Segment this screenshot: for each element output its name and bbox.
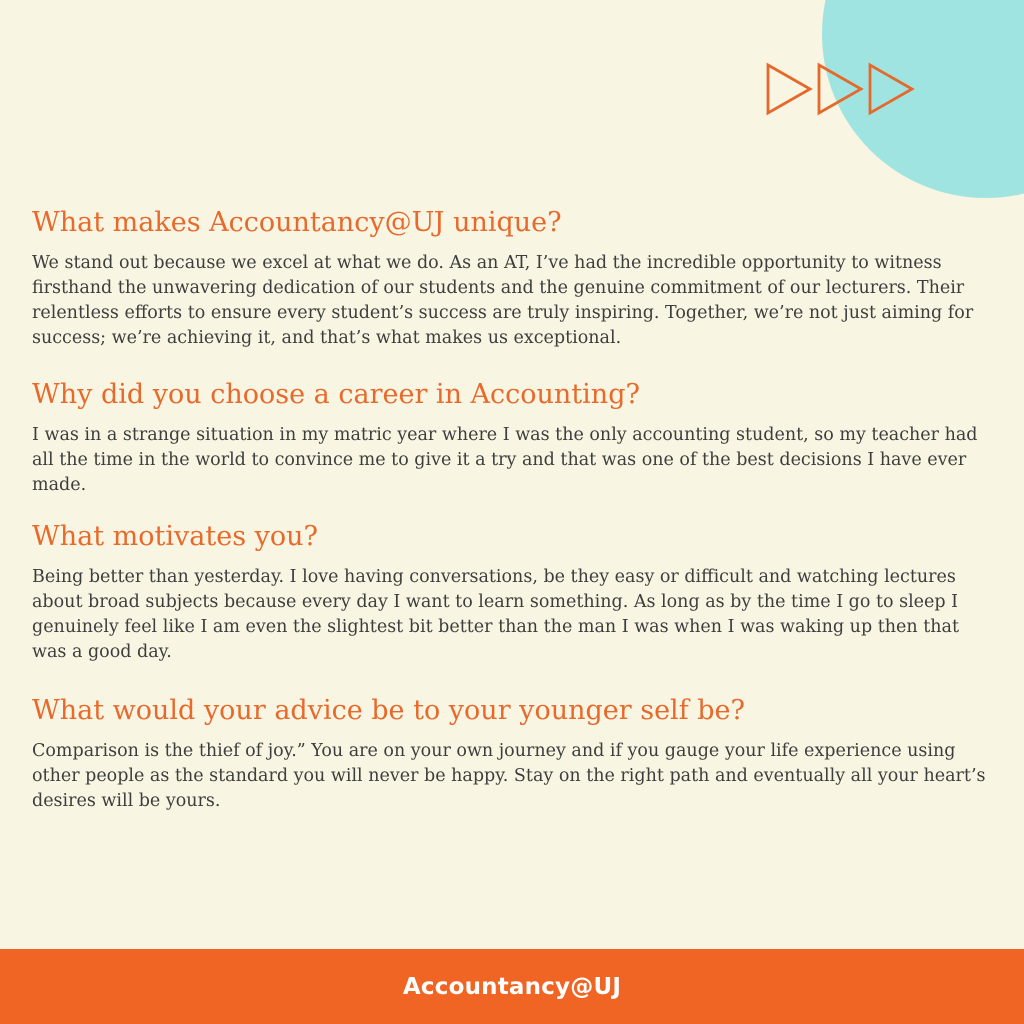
section-body-advice: Comparison is the thief of joy.” You are on your own journey and if you gauge your life experience using other people as the standard you will never be happy. Stay on the right path and eventually all your heart’s desires will be yours.	[32, 741, 986, 811]
triple-play-arrows-icon	[760, 58, 925, 122]
play-arrow-icon	[768, 65, 810, 113]
section-body-motivation: Being better than yesterday. I love having conversations, be they easy or difficult and watching lectures about broad subjects because every day I want to learn something. As long as by the time I go to sleep I genuinely feel like I am even the slightest bit better than the man I was when I was waking up then that was a good day.	[32, 567, 959, 662]
section-heading-career: Why did you choose a career in Accounting?	[32, 379, 640, 410]
play-arrow-icon	[819, 65, 861, 113]
section-body-unique: We stand out because we excel at what we do. As an AT, I’ve had the incredible opportunity to witness firsthand the unwavering dedication of our students and the genuine commitment of our lecturers. Their relentless efforts to ensure every student’s success are truly inspiring. Together, we’re not just aiming for success; we’re achieving it, and that’s what makes us exceptional.	[32, 253, 974, 348]
footer-brand-label: Accountancy@UJ	[402, 973, 622, 1000]
footer-bar	[0, 949, 1024, 1024]
section-heading-advice: What would your advice be to your younger self be?	[32, 695, 746, 726]
section-heading-motivation: What motivates you?	[32, 521, 319, 552]
section-body-career: I was in a strange situation in my matric year where I was the only accounting student, so my teacher had all the time in the world to convince me to give it a try and that was one of the best decisions I have ever made.	[32, 425, 978, 495]
play-arrow-icon	[870, 65, 912, 113]
section-heading-unique: What makes Accountancy@UJ unique?	[32, 207, 562, 238]
